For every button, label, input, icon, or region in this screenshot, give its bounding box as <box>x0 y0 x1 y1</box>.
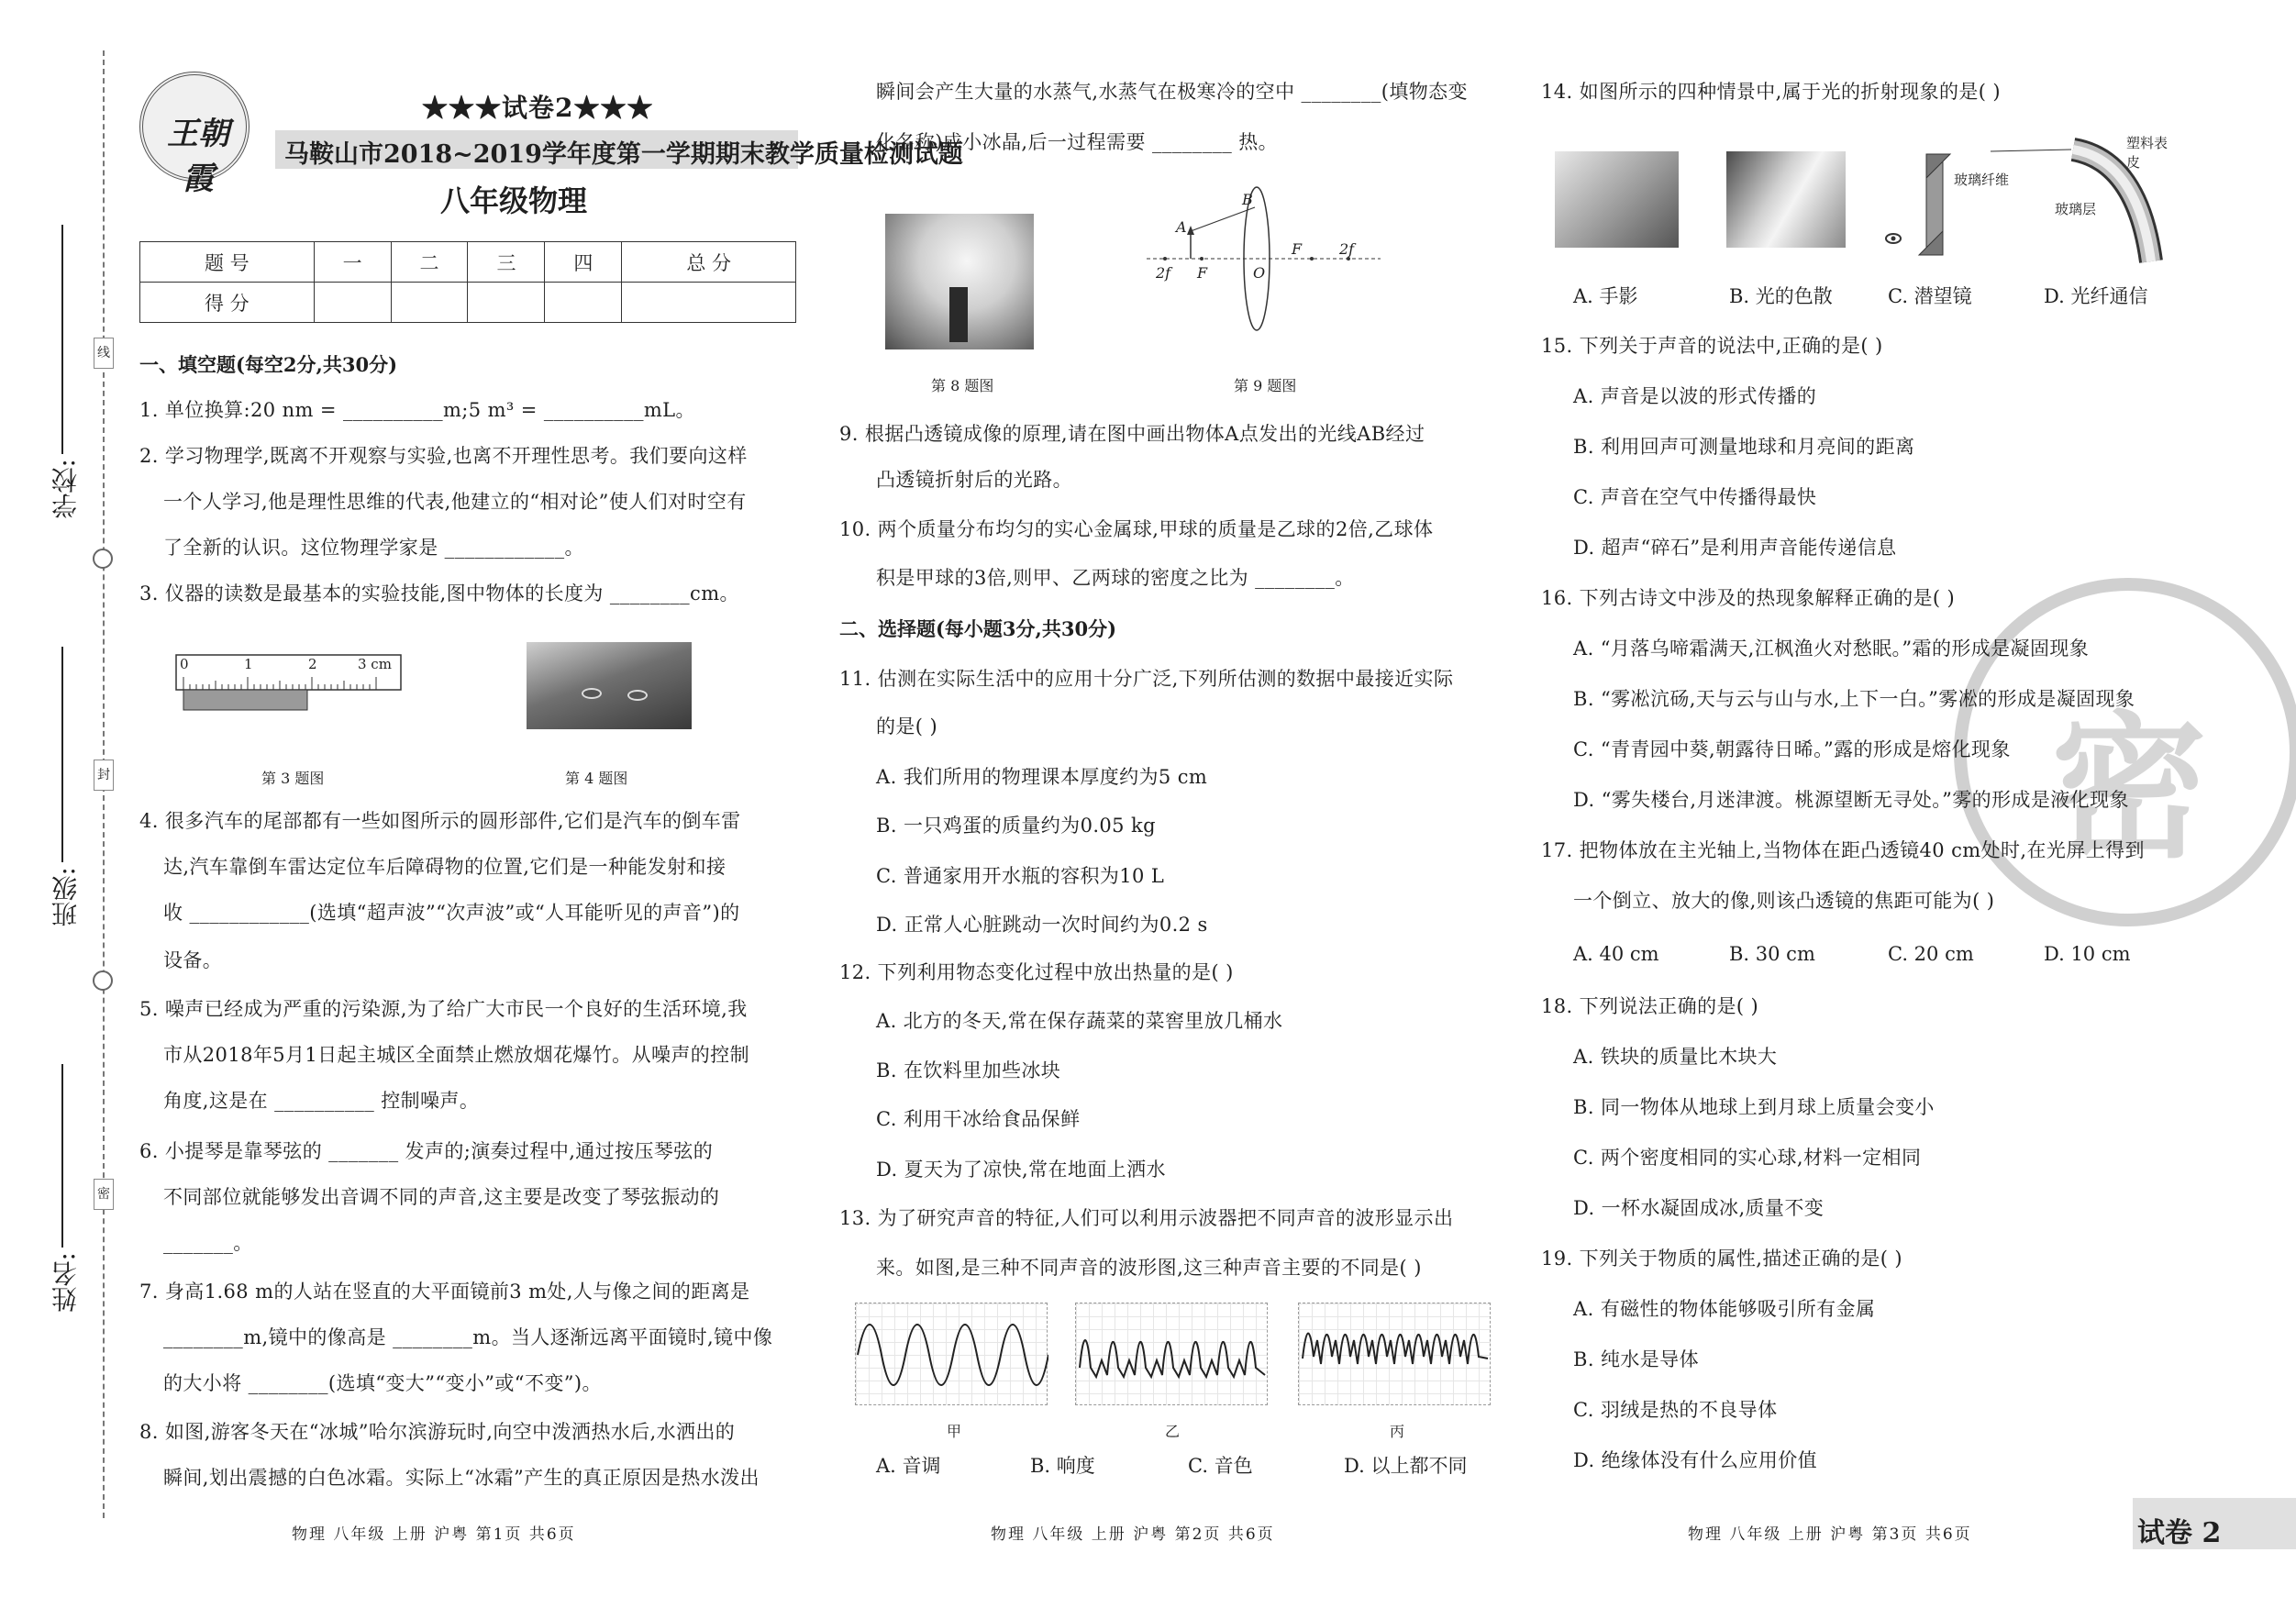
waveform-bing <box>1298 1303 1491 1405</box>
question-13-line: 来。如图,是三种不同声音的波形图,这三种声音主要的不同是( ) <box>876 1257 1422 1279</box>
waveform-label: 乙 <box>1165 1423 1181 1440</box>
q11-option: D. 正常人心脏跳动一次时间约为0.2 s <box>876 914 1208 936</box>
q17-option: A. 40 cm <box>1573 943 1659 965</box>
question-7-line: 7. 身高1.68 m的人站在竖直的大平面镜前3 m处,人与像之间的距离是 <box>139 1281 750 1303</box>
q19-option: D. 绝缘体没有什么应用价值 <box>1573 1449 1818 1471</box>
page-1-footer: 物理 八年级 上册 沪粤 第1页 共6页 <box>292 1525 576 1544</box>
class-label: 班级: <box>50 867 81 927</box>
lens-label: 2f <box>1339 240 1355 258</box>
q16-option: A. “月落乌啼霜满天,江枫渔火对愁眠。”霜的形成是凝固现象 <box>1573 638 2090 660</box>
q18-option: B. 同一物体从地球上到月球上质量会变小 <box>1573 1096 1935 1118</box>
question-11-line: 11. 估测在实际生活中的应用十分广泛,下列所估测的数据中最接近实际 <box>839 668 1454 690</box>
q15-option: A. 声音是以波的形式传播的 <box>1573 385 1817 407</box>
binding-hole <box>93 549 113 569</box>
page-2-footer: 物理 八年级 上册 沪粤 第2页 共6页 <box>991 1525 1275 1544</box>
waveform-bing-trace <box>1299 1303 1492 1406</box>
radar-sensor-icon <box>627 690 648 701</box>
question-9-line: 凸透镜折射后的光路。 <box>876 469 1072 491</box>
question-7-line: 的大小将 ________(选填“变大”“变小”或“不变”)。 <box>163 1372 602 1394</box>
score-cell[interactable] <box>622 283 796 323</box>
question-6-line: _______。 <box>163 1232 253 1254</box>
q16-option: D. “雾失楼台,月迷津渡。桃源望断无寻处。”雾的形成是液化现象 <box>1573 789 2129 811</box>
score-table-header-row <box>140 242 796 283</box>
section-choice: 二、选择题(每小题3分,共30分) <box>839 617 1117 640</box>
question-8-cont-line: 化名称)成小冰晶,后一过程需要 ________ 热。 <box>876 131 1279 153</box>
question-4-line: 收 ____________(选填“超声波”“次声波”或“人耳能听见的声音”)的 <box>163 902 740 924</box>
car-radar-photo <box>527 642 692 729</box>
question-2-line: 了全新的认识。这位物理学家是 ____________。 <box>163 537 584 559</box>
q17-option: D. 10 cm <box>2044 943 2131 965</box>
score-table-score-row <box>140 283 796 323</box>
brand-logo-text: 王朝霞 <box>167 116 229 197</box>
question-6-line: 6. 小提琴是靠琴弦的 _______ 发声的;演奏过程中,通过按压琴弦的 <box>139 1140 714 1162</box>
question-19: 19. 下列关于物质的属性,描述正确的是( ) <box>1541 1248 1903 1270</box>
waveform-label: 丙 <box>1390 1423 1405 1440</box>
fiber-label: 塑料表皮 <box>2126 135 2168 171</box>
page-3-footer: 物理 八年级 上册 沪粤 第3页 共6页 <box>1688 1525 1972 1544</box>
score-header-cell: 题 号 <box>140 242 315 283</box>
q13-option: B. 响度 <box>1030 1455 1095 1477</box>
q15-option: D. 超声“碎石”是利用声音能传递信息 <box>1573 537 1897 559</box>
lens-label: F <box>1197 264 1208 282</box>
q18-option: D. 一杯水凝固成冰,质量不变 <box>1573 1197 1825 1219</box>
score-row-label: 得 分 <box>140 283 315 323</box>
score-header-cell: 四 <box>545 242 622 283</box>
subject-title: 八年级物理 <box>440 183 588 218</box>
q11-option: C. 普通家用开水瓶的容积为10 L <box>876 865 1165 887</box>
fiber-label: 玻璃纤维 <box>1954 172 2010 188</box>
question-10-line: 10. 两个质量分布均匀的实心金属球,甲球的质量是乙球的2倍,乙球体 <box>839 518 1434 540</box>
figure-8-caption: 第 8 题图 <box>931 377 994 394</box>
optical-fiber-drawing <box>1954 133 2174 271</box>
paper-tag-footer: 试卷 2 <box>2137 1517 2222 1549</box>
score-header-cell: 二 <box>391 242 468 283</box>
question-5-line: 市从2018年5月1日起主城区全面禁止燃放烟花爆竹。从噪声的控制 <box>163 1044 749 1066</box>
name-label: 姓名: <box>50 1252 81 1313</box>
q19-option: B. 纯水是导体 <box>1573 1348 1699 1370</box>
name-field-line[interactable] <box>61 1064 63 1248</box>
q13-option: C. 音色 <box>1188 1455 1253 1477</box>
ruler-tick-label: 2 <box>308 656 317 672</box>
q14-option: A. 手影 <box>1573 285 1638 307</box>
q19-option: A. 有磁性的物体能够吸引所有金属 <box>1573 1298 1876 1320</box>
q11-option: A. 我们所用的物理课本厚度约为5 cm <box>876 766 1208 788</box>
question-4-line: 达,汽车靠倒车雷达定位车后障碍物的位置,它们是一种能发射和接 <box>163 856 727 878</box>
question-9-line: 9. 根据凸透镜成像的原理,请在图中画出物体A点发出的光线AB经过 <box>839 423 1425 445</box>
q13-option: A. 音调 <box>876 1455 941 1477</box>
q12-option: A. 北方的冬天,常在保存蔬菜的菜窖里放几桶水 <box>876 1010 1283 1032</box>
question-1: 1. 单位换算:20 nm = __________m;5 m³ = __________mL。 <box>139 399 695 421</box>
question-6-line: 不同部位就能够发出音调不同的声音,这主要是改变了琴弦振动的 <box>163 1186 720 1208</box>
section-fill-blank: 一、填空题(每空2分,共30分) <box>139 353 398 376</box>
q17-option: B. 30 cm <box>1729 943 1815 965</box>
fiber-label: 玻璃层 <box>2055 201 2097 217</box>
binding-mark-seal: 封 <box>94 760 114 791</box>
school-field-line[interactable] <box>61 225 63 454</box>
lens-diagram <box>1147 183 1385 367</box>
question-7-line: ________m,镜中的像高是 ________m。当人逐渐远离平面镜时,镜中像 <box>163 1326 773 1348</box>
question-13-line: 13. 为了研究声音的特征,人们可以利用示波器把不同声音的波形显示出 <box>839 1207 1454 1229</box>
question-8-line: 瞬间,划出震撼的白色冰霜。实际上“冰霜”产生的真正原因是热水泼出 <box>163 1467 760 1489</box>
q19-option: C. 羽绒是热的不良导体 <box>1573 1399 1778 1421</box>
score-cell[interactable] <box>391 283 468 323</box>
school-label: 学校: <box>50 459 81 519</box>
question-3: 3. 仪器的读数是最基本的实验技能,图中物体的长度为 ________cm。 <box>139 582 739 604</box>
q14-option: C. 潜望镜 <box>1888 285 1972 307</box>
tourist-silhouette <box>949 287 968 342</box>
lens-drawing <box>1147 183 1385 367</box>
watermark-stamp-char: 密 <box>2051 696 2208 880</box>
binding-mark-secret: 密 <box>94 1179 114 1210</box>
question-14: 14. 如图所示的四种情景中,属于光的折射现象的是( ) <box>1541 81 2002 103</box>
radar-sensor-icon <box>582 688 602 699</box>
q15-option: C. 声音在空气中传播得最快 <box>1573 486 1817 508</box>
brand-logo <box>139 72 250 197</box>
q14-option: B. 光的色散 <box>1729 285 1833 307</box>
question-2-line: 一个人学习,他是理性思维的代表,他建立的“相对论”使人们对时空有 <box>163 491 747 513</box>
waveform-jia <box>855 1303 1048 1405</box>
ruler-tick-label: 0 <box>180 656 189 672</box>
lens-label: F <box>1292 240 1303 258</box>
waveform-label: 甲 <box>947 1423 962 1440</box>
ruler-tick-label: 3 cm <box>358 656 392 672</box>
question-8-cont-line: 瞬间会产生大量的水蒸气,水蒸气在极寒冷的空中 ________(填物态变 <box>876 81 1468 103</box>
question-12: 12. 下列利用物态变化过程中放出热量的是( ) <box>839 961 1234 983</box>
lens-label: O <box>1253 264 1266 282</box>
ice-frost-photo <box>885 214 1034 349</box>
lens-label: B <box>1242 191 1253 208</box>
q12-option: D. 夏天为了凉快,常在地面上洒水 <box>876 1159 1166 1181</box>
q14-option: D. 光纤通信 <box>2044 285 2148 307</box>
q12-option: C. 利用干冰给食品保鲜 <box>876 1108 1081 1130</box>
paper-tag: ★★★试卷2★★★ <box>422 93 654 123</box>
binding-mark-line: 线 <box>94 338 114 369</box>
question-15: 15. 下列关于声音的说法中,正确的是( ) <box>1541 335 1883 357</box>
figure-3-caption: 第 3 题图 <box>261 770 325 787</box>
question-8-line: 8. 如图,游客冬天在“冰城”哈尔滨游玩时,向空中泼洒热水后,水洒出的 <box>139 1421 736 1443</box>
question-4-line: 4. 很多汽车的尾部都有一些如图所示的圆形部件,它们是汽车的倒车雷 <box>139 810 741 832</box>
score-header-cell: 总 分 <box>622 242 796 283</box>
question-10-line: 积是甲球的3倍,则甲、乙两球的密度之比为 ________。 <box>876 567 1355 589</box>
figure-4-caption: 第 4 题图 <box>565 770 628 787</box>
question-17-line: 17. 把物体放在主光轴上,当物体在距凸透镜40 cm处时,在光屏上得到 <box>1541 839 2145 861</box>
exam-title: 马鞍山市2018~2019学年度第一学期期末教学质量检测试题 <box>284 140 963 169</box>
score-cell[interactable] <box>314 283 391 323</box>
q11-option: B. 一只鸡蛋的质量约为0.05 kg <box>876 815 1156 837</box>
hand-shadow-photo <box>1555 151 1679 248</box>
question-2-line: 2. 学习物理学,既离不开观察与实验,也离不开理性思考。我们要向这样 <box>139 445 748 467</box>
question-5-line: 角度,这是在 __________ 控制噪声。 <box>163 1090 480 1112</box>
figure-9-caption: 第 9 题图 <box>1234 377 1297 394</box>
lens-label: 2f <box>1156 264 1171 282</box>
binding-hole <box>93 970 113 991</box>
question-4-line: 设备。 <box>163 949 223 971</box>
q15-option: B. 利用回声可测量地球和月亮间的距离 <box>1573 436 1915 458</box>
lens-label: A <box>1176 218 1187 236</box>
question-11-line: 的是( ) <box>876 715 938 738</box>
dispersion-photo <box>1726 151 1846 248</box>
score-header-cell: 一 <box>314 242 391 283</box>
q12-option: B. 在饮料里加些冰块 <box>876 1059 1061 1081</box>
score-table <box>139 241 796 323</box>
score-cell[interactable] <box>468 283 545 323</box>
q17-option: C. 20 cm <box>1888 943 1974 965</box>
q16-option: B. “雾凇沆砀,天与云与山与水,上下一白。”雾凇的形成是凝固现象 <box>1573 688 2135 710</box>
class-field-line[interactable] <box>61 647 63 862</box>
question-17-line: 一个倒立、放大的像,则该凸透镜的焦距可能为( ) <box>1573 890 1995 912</box>
question-18: 18. 下列说法正确的是( ) <box>1541 995 1759 1017</box>
score-cell[interactable] <box>545 283 622 323</box>
question-5-line: 5. 噪声已经成为严重的污染源,为了给广大市民一个良好的生活环境,我 <box>139 998 748 1020</box>
score-header-cell: 三 <box>468 242 545 283</box>
waveform-yi-trace <box>1076 1303 1269 1406</box>
q18-option: C. 两个密度相同的实心球,材料一定相同 <box>1573 1147 1922 1169</box>
question-16: 16. 下列古诗文中涉及的热现象解释正确的是( ) <box>1541 587 1956 609</box>
q13-option: D. 以上都不同 <box>1344 1455 1468 1477</box>
ruler-figure <box>174 653 404 717</box>
waveform-yi <box>1075 1303 1268 1405</box>
q16-option: C. “青青园中葵,朝露待日晞。”露的形成是熔化现象 <box>1573 738 2011 760</box>
q18-option: A. 铁块的质量比木块大 <box>1573 1046 1778 1068</box>
ruler-tick-label: 1 <box>244 656 253 672</box>
waveform-jia-trace <box>856 1303 1048 1406</box>
